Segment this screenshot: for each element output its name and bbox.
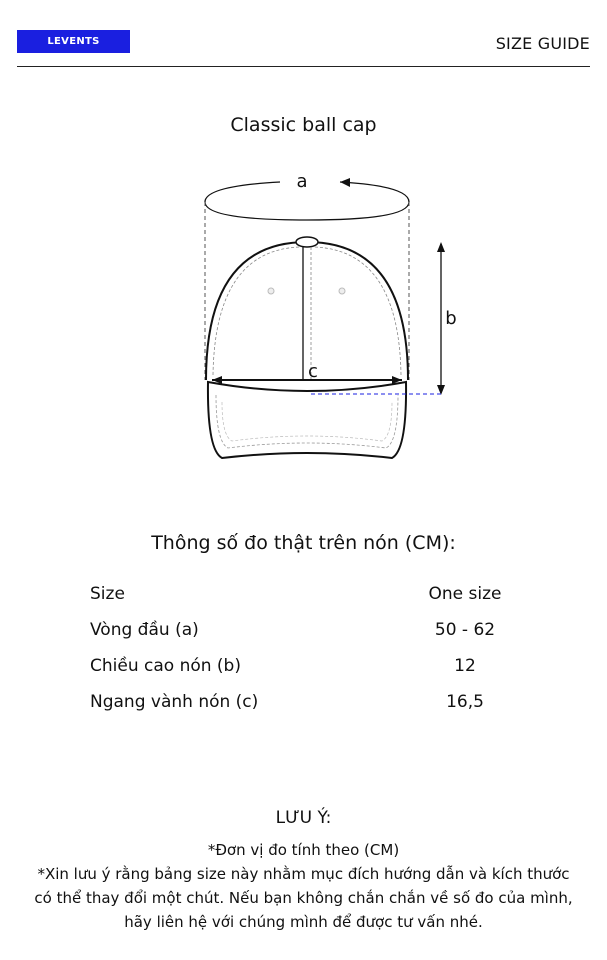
product-name: Classic ball cap xyxy=(230,114,377,136)
spec-row-value: 16,5 xyxy=(446,692,484,712)
spec-table xyxy=(90,576,530,720)
note-block xyxy=(30,806,577,934)
spec-header-row xyxy=(90,576,530,612)
page-title: SIZE GUIDE xyxy=(495,34,590,53)
brand-logo[interactable]: LEVENTS xyxy=(17,30,130,53)
spec-row-value: 12 xyxy=(454,656,476,676)
spec-row-brim-width xyxy=(90,684,530,720)
label-a: a xyxy=(296,171,308,192)
label-c: c xyxy=(308,361,318,382)
note-title: LƯU Ý: xyxy=(275,808,332,828)
spec-row-value: 50 - 62 xyxy=(434,620,496,640)
spec-title: Thông số đo thật trên nón (CM): xyxy=(151,532,456,554)
spec-row-cap-height xyxy=(90,648,530,684)
cap-diagram xyxy=(0,150,607,480)
spec-row-label: Vòng đầu (a) xyxy=(90,620,199,640)
spec-row-label: Chiều cao nón (b) xyxy=(90,656,241,676)
spec-row-head-circumference xyxy=(90,612,530,648)
header-divider xyxy=(17,66,590,67)
note-disclaimer: *Xin lưu ý rằng bảng size này nhằm mục đích hướng dẫn và kích thước có thể thay đổi một chút. Nếu bạn không chắn chắn về số đo của mình, hãy liên hệ với chúng mình để được tư vấn nhé. xyxy=(34,865,573,931)
spec-row-label: Ngang vành nón (c) xyxy=(90,692,259,712)
spec-header-value: One size xyxy=(428,584,502,604)
note-unit-line: *Đơn vị đo tính theo (CM) xyxy=(207,841,400,859)
label-b: b xyxy=(445,308,457,329)
spec-header-label: Size xyxy=(90,584,125,604)
